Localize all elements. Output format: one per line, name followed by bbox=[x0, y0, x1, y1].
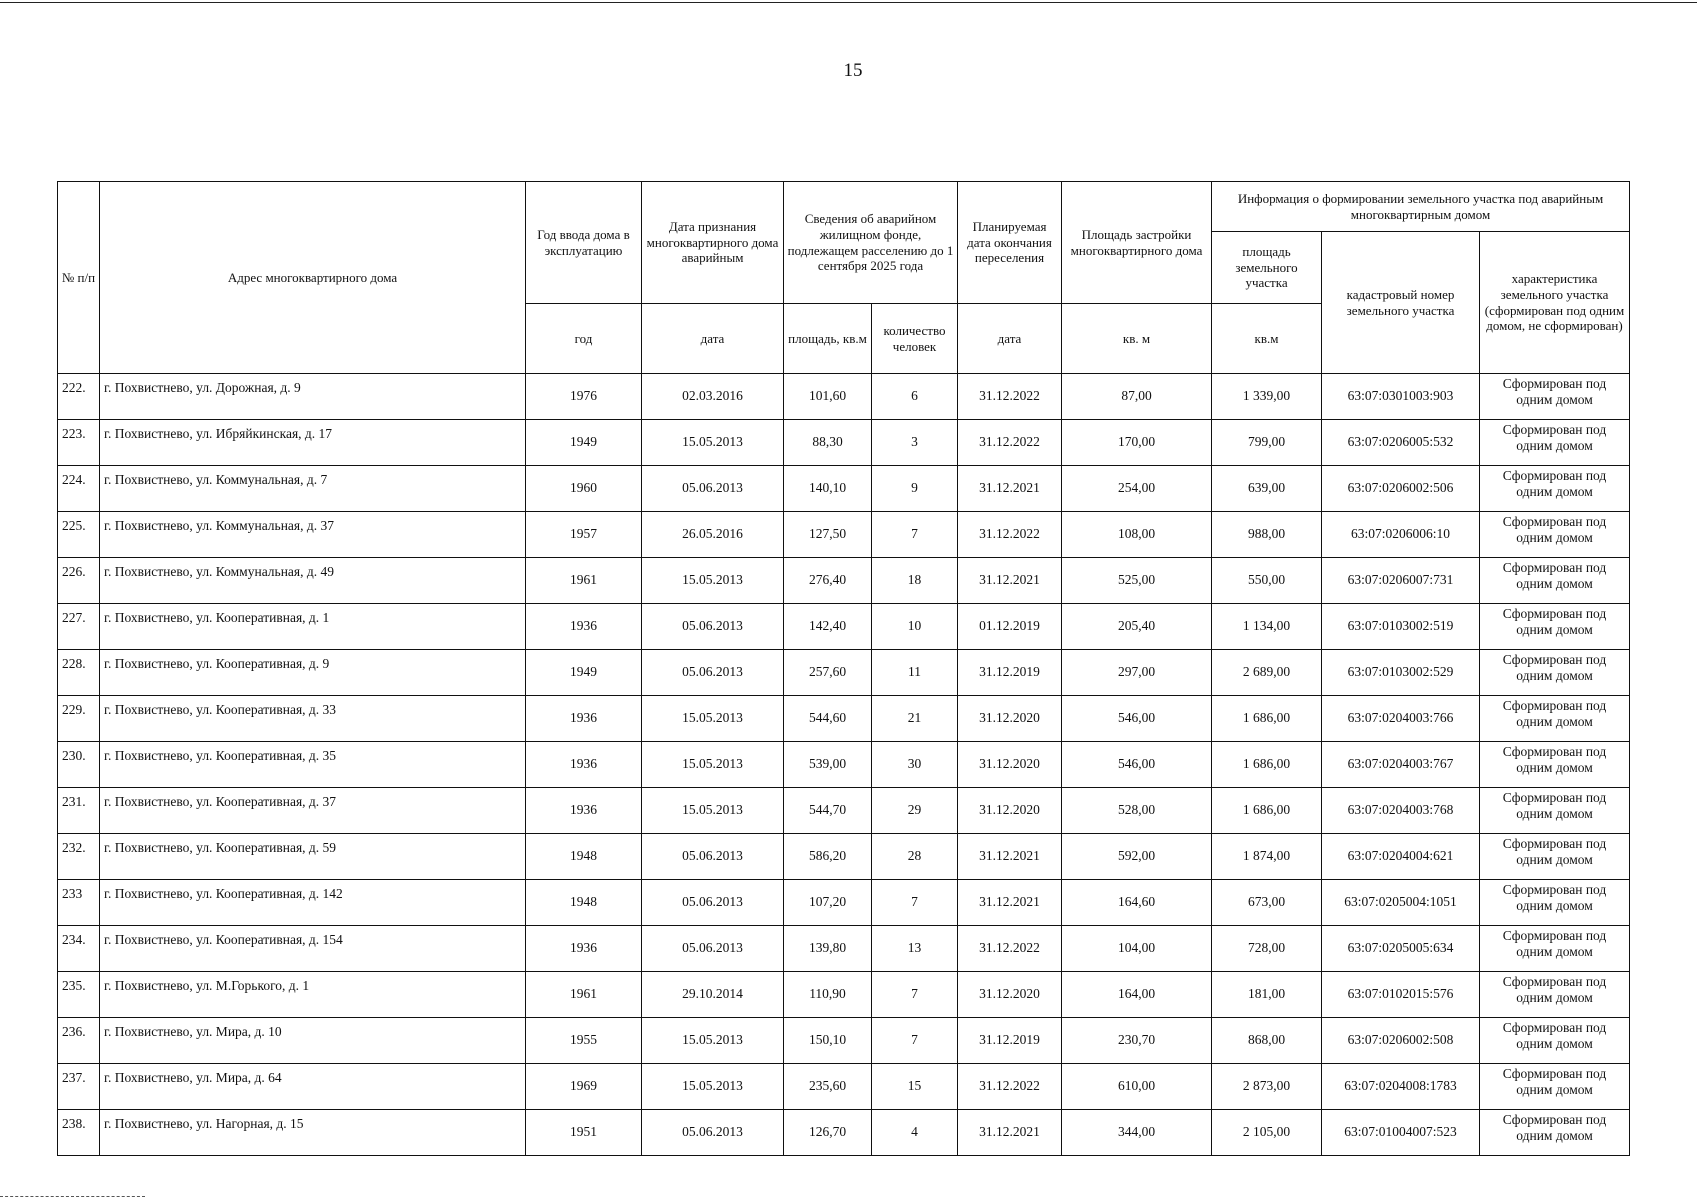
header-address: Адрес многоквартирного дома bbox=[100, 182, 526, 374]
table-row bbox=[58, 420, 1630, 466]
land-area-cell: 2 105,00 bbox=[1212, 1110, 1322, 1156]
planned-date-cell: 31.12.2021 bbox=[958, 1110, 1062, 1156]
table-row bbox=[58, 1064, 1630, 1110]
people-cell: 29 bbox=[872, 788, 958, 834]
people-cell: 15 bbox=[872, 1064, 958, 1110]
building-area-cell: 164,00 bbox=[1062, 972, 1212, 1018]
table-row bbox=[58, 696, 1630, 742]
building-area-cell: 170,00 bbox=[1062, 420, 1212, 466]
row-number: 238. bbox=[58, 1110, 100, 1156]
address-cell: г. Похвистнево, ул. Кооперативная, д. 154 bbox=[100, 926, 526, 972]
cadastral-cell: 63:07:0204003:768 bbox=[1322, 788, 1480, 834]
people-cell: 4 bbox=[872, 1110, 958, 1156]
table-body bbox=[58, 374, 1630, 1156]
recognition-date-cell: 02.03.2016 bbox=[642, 374, 784, 420]
land-char-cell: Сформирован под одним домом bbox=[1480, 466, 1630, 512]
year-cell: 1961 bbox=[526, 972, 642, 1018]
recognition-date-cell: 26.05.2016 bbox=[642, 512, 784, 558]
header-planned-date: Планируемая дата окончания переселения bbox=[958, 182, 1062, 304]
planned-date-cell: 31.12.2022 bbox=[958, 926, 1062, 972]
people-cell: 21 bbox=[872, 696, 958, 742]
year-cell: 1948 bbox=[526, 834, 642, 880]
land-char-cell: Сформирован под одним домом bbox=[1480, 926, 1630, 972]
table-row bbox=[58, 972, 1630, 1018]
cadastral-cell: 63:07:0206002:506 bbox=[1322, 466, 1480, 512]
area-cell: 110,90 bbox=[784, 972, 872, 1018]
cadastral-cell: 63:07:0204003:767 bbox=[1322, 742, 1480, 788]
row-number: 237. bbox=[58, 1064, 100, 1110]
cadastral-cell: 63:07:0204008:1783 bbox=[1322, 1064, 1480, 1110]
land-area-cell: 868,00 bbox=[1212, 1018, 1322, 1064]
row-number: 236. bbox=[58, 1018, 100, 1064]
address-cell: г. Похвистнево, ул. Нагорная, д. 15 bbox=[100, 1110, 526, 1156]
cadastral-cell: 63:07:0102015:576 bbox=[1322, 972, 1480, 1018]
top-rule bbox=[0, 2, 1697, 3]
address-cell: г. Похвистнево, ул. Ибряйкинская, д. 17 bbox=[100, 420, 526, 466]
people-cell: 7 bbox=[872, 880, 958, 926]
building-area-cell: 164,60 bbox=[1062, 880, 1212, 926]
row-number: 231. bbox=[58, 788, 100, 834]
unit-area: площадь, кв.м bbox=[784, 304, 872, 374]
land-area-cell: 181,00 bbox=[1212, 972, 1322, 1018]
area-cell: 276,40 bbox=[784, 558, 872, 604]
land-char-cell: Сформирован под одним домом bbox=[1480, 650, 1630, 696]
year-cell: 1955 bbox=[526, 1018, 642, 1064]
year-cell: 1948 bbox=[526, 880, 642, 926]
address-cell: г. Похвистнево, ул. Кооперативная, д. 1 bbox=[100, 604, 526, 650]
area-cell: 142,40 bbox=[784, 604, 872, 650]
year-cell: 1949 bbox=[526, 650, 642, 696]
table-row bbox=[58, 1018, 1630, 1064]
address-cell: г. Похвистнево, ул. Кооперативная, д. 9 bbox=[100, 650, 526, 696]
planned-date-cell: 31.12.2022 bbox=[958, 374, 1062, 420]
unit-people: количество человек bbox=[872, 304, 958, 374]
planned-date-cell: 31.12.2020 bbox=[958, 742, 1062, 788]
recognition-date-cell: 05.06.2013 bbox=[642, 1110, 784, 1156]
table-row bbox=[58, 926, 1630, 972]
people-cell: 13 bbox=[872, 926, 958, 972]
cadastral-cell: 63:07:01004007:523 bbox=[1322, 1110, 1480, 1156]
building-area-cell: 230,70 bbox=[1062, 1018, 1212, 1064]
year-cell: 1957 bbox=[526, 512, 642, 558]
row-number: 223. bbox=[58, 420, 100, 466]
area-cell: 88,30 bbox=[784, 420, 872, 466]
row-number: 234. bbox=[58, 926, 100, 972]
building-area-cell: 87,00 bbox=[1062, 374, 1212, 420]
building-area-cell: 525,00 bbox=[1062, 558, 1212, 604]
land-area-cell: 673,00 bbox=[1212, 880, 1322, 926]
page-number: 15 bbox=[843, 60, 863, 81]
table-row bbox=[58, 834, 1630, 880]
recognition-date-cell: 15.05.2013 bbox=[642, 1018, 784, 1064]
recognition-date-cell: 05.06.2013 bbox=[642, 926, 784, 972]
planned-date-cell: 31.12.2019 bbox=[958, 1018, 1062, 1064]
planned-date-cell: 31.12.2021 bbox=[958, 558, 1062, 604]
planned-date-cell: 31.12.2021 bbox=[958, 466, 1062, 512]
year-cell: 1936 bbox=[526, 696, 642, 742]
planned-date-cell: 01.12.2019 bbox=[958, 604, 1062, 650]
table-row bbox=[58, 1110, 1630, 1156]
building-area-cell: 205,40 bbox=[1062, 604, 1212, 650]
table-row bbox=[58, 374, 1630, 420]
year-cell: 1976 bbox=[526, 374, 642, 420]
recognition-date-cell: 15.05.2013 bbox=[642, 742, 784, 788]
people-cell: 7 bbox=[872, 972, 958, 1018]
building-area-cell: 108,00 bbox=[1062, 512, 1212, 558]
cadastral-cell: 63:07:0206007:731 bbox=[1322, 558, 1480, 604]
planned-date-cell: 31.12.2022 bbox=[958, 1064, 1062, 1110]
cadastral-cell: 63:07:0205004:1051 bbox=[1322, 880, 1480, 926]
building-area-cell: 297,00 bbox=[1062, 650, 1212, 696]
table-row bbox=[58, 788, 1630, 834]
land-char-cell: Сформирован под одним домом bbox=[1480, 512, 1630, 558]
people-cell: 18 bbox=[872, 558, 958, 604]
recognition-date-cell: 15.05.2013 bbox=[642, 696, 784, 742]
recognition-date-cell: 05.06.2013 bbox=[642, 880, 784, 926]
cadastral-cell: 63:07:0206005:532 bbox=[1322, 420, 1480, 466]
land-area-cell: 639,00 bbox=[1212, 466, 1322, 512]
land-char-cell: Сформирован под одним домом bbox=[1480, 420, 1630, 466]
people-cell: 3 bbox=[872, 420, 958, 466]
people-cell: 10 bbox=[872, 604, 958, 650]
address-cell: г. Похвистнево, ул. Кооперативная, д. 37 bbox=[100, 788, 526, 834]
area-cell: 127,50 bbox=[784, 512, 872, 558]
people-cell: 7 bbox=[872, 512, 958, 558]
building-area-cell: 104,00 bbox=[1062, 926, 1212, 972]
area-cell: 544,60 bbox=[784, 696, 872, 742]
header-land-char: характеристика земельного участка (сформирован под одним домом, не сформирован) bbox=[1480, 232, 1630, 374]
planned-date-cell: 31.12.2021 bbox=[958, 880, 1062, 926]
area-cell: 544,70 bbox=[784, 788, 872, 834]
year-cell: 1951 bbox=[526, 1110, 642, 1156]
year-cell: 1936 bbox=[526, 788, 642, 834]
planned-date-cell: 31.12.2019 bbox=[958, 650, 1062, 696]
unit-building: кв. м bbox=[1062, 304, 1212, 374]
people-cell: 6 bbox=[872, 374, 958, 420]
people-cell: 9 bbox=[872, 466, 958, 512]
land-area-cell: 728,00 bbox=[1212, 926, 1322, 972]
year-cell: 1936 bbox=[526, 604, 642, 650]
land-char-cell: Сформирован под одним домом bbox=[1480, 696, 1630, 742]
recognition-date-cell: 05.06.2013 bbox=[642, 650, 784, 696]
land-area-cell: 2 689,00 bbox=[1212, 650, 1322, 696]
address-cell: г. Похвистнево, ул. Кооперативная, д. 59 bbox=[100, 834, 526, 880]
address-cell: г. Похвистнево, ул. Кооперативная, д. 33 bbox=[100, 696, 526, 742]
year-cell: 1961 bbox=[526, 558, 642, 604]
address-cell: г. Похвистнево, ул. Мира, д. 10 bbox=[100, 1018, 526, 1064]
planned-date-cell: 31.12.2020 bbox=[958, 696, 1062, 742]
building-area-cell: 254,00 bbox=[1062, 466, 1212, 512]
land-area-cell: 2 873,00 bbox=[1212, 1064, 1322, 1110]
area-cell: 101,60 bbox=[784, 374, 872, 420]
table-row bbox=[58, 558, 1630, 604]
cadastral-cell: 63:07:0205005:634 bbox=[1322, 926, 1480, 972]
area-cell: 126,70 bbox=[784, 1110, 872, 1156]
area-cell: 140,10 bbox=[784, 466, 872, 512]
area-cell: 139,80 bbox=[784, 926, 872, 972]
land-char-cell: Сформирован под одним домом bbox=[1480, 1110, 1630, 1156]
recognition-date-cell: 15.05.2013 bbox=[642, 1064, 784, 1110]
address-cell: г. Похвистнево, ул. М.Горького, д. 1 bbox=[100, 972, 526, 1018]
row-number: 226. bbox=[58, 558, 100, 604]
row-number: 225. bbox=[58, 512, 100, 558]
cadastral-cell: 63:07:0204004:621 bbox=[1322, 834, 1480, 880]
planned-date-cell: 31.12.2022 bbox=[958, 512, 1062, 558]
land-char-cell: Сформирован под одним домом bbox=[1480, 1018, 1630, 1064]
table-row bbox=[58, 650, 1630, 696]
area-cell: 235,60 bbox=[784, 1064, 872, 1110]
row-number: 222. bbox=[58, 374, 100, 420]
year-cell: 1936 bbox=[526, 926, 642, 972]
cadastral-cell: 63:07:0206002:508 bbox=[1322, 1018, 1480, 1064]
cadastral-cell: 63:07:0204003:766 bbox=[1322, 696, 1480, 742]
building-area-cell: 546,00 bbox=[1062, 696, 1212, 742]
recognition-date-cell: 15.05.2013 bbox=[642, 420, 784, 466]
land-area-cell: 988,00 bbox=[1212, 512, 1322, 558]
land-char-cell: Сформирован под одним домом bbox=[1480, 834, 1630, 880]
land-area-cell: 1 686,00 bbox=[1212, 788, 1322, 834]
row-number: 228. bbox=[58, 650, 100, 696]
table-row bbox=[58, 466, 1630, 512]
planned-date-cell: 31.12.2020 bbox=[958, 972, 1062, 1018]
address-cell: г. Похвистнево, ул. Коммунальная, д. 7 bbox=[100, 466, 526, 512]
cadastral-cell: 63:07:0301003:903 bbox=[1322, 374, 1480, 420]
recognition-date-cell: 29.10.2014 bbox=[642, 972, 784, 1018]
table-row bbox=[58, 742, 1630, 788]
people-cell: 30 bbox=[872, 742, 958, 788]
header-land-area: площадь земельного участка bbox=[1212, 232, 1322, 304]
row-number: 233 bbox=[58, 880, 100, 926]
land-char-cell: Сформирован под одним домом bbox=[1480, 742, 1630, 788]
planned-date-cell: 31.12.2022 bbox=[958, 420, 1062, 466]
recognition-date-cell: 05.06.2013 bbox=[642, 834, 784, 880]
area-cell: 586,20 bbox=[784, 834, 872, 880]
cadastral-cell: 63:07:0103002:519 bbox=[1322, 604, 1480, 650]
unit-land: кв.м bbox=[1212, 304, 1322, 374]
land-area-cell: 1 686,00 bbox=[1212, 696, 1322, 742]
planned-date-cell: 31.12.2021 bbox=[958, 834, 1062, 880]
land-area-cell: 1 339,00 bbox=[1212, 374, 1322, 420]
year-cell: 1969 bbox=[526, 1064, 642, 1110]
header-recognition-date: Дата признания многоквартирного дома аварийным bbox=[642, 182, 784, 304]
cadastral-cell: 63:07:0103002:529 bbox=[1322, 650, 1480, 696]
building-area-cell: 546,00 bbox=[1062, 742, 1212, 788]
people-cell: 11 bbox=[872, 650, 958, 696]
area-cell: 107,20 bbox=[784, 880, 872, 926]
land-char-cell: Сформирован под одним домом bbox=[1480, 972, 1630, 1018]
land-area-cell: 1 686,00 bbox=[1212, 742, 1322, 788]
area-cell: 150,10 bbox=[784, 1018, 872, 1064]
land-area-cell: 550,00 bbox=[1212, 558, 1322, 604]
row-number: 229. bbox=[58, 696, 100, 742]
bottom-dashes bbox=[0, 1196, 145, 1197]
area-cell: 539,00 bbox=[784, 742, 872, 788]
people-cell: 28 bbox=[872, 834, 958, 880]
unit-date: дата bbox=[642, 304, 784, 374]
land-area-cell: 799,00 bbox=[1212, 420, 1322, 466]
unit-year: год bbox=[526, 304, 642, 374]
land-area-cell: 1 874,00 bbox=[1212, 834, 1322, 880]
land-char-cell: Сформирован под одним домом bbox=[1480, 788, 1630, 834]
address-cell: г. Похвистнево, ул. Кооперативная, д. 142 bbox=[100, 880, 526, 926]
recognition-date-cell: 05.06.2013 bbox=[642, 604, 784, 650]
header-emergency-fund: Сведения об аварийном жилищном фонде, подлежащем расселению до 1 сентября 2025 года bbox=[784, 182, 958, 304]
year-cell: 1936 bbox=[526, 742, 642, 788]
area-cell: 257,60 bbox=[784, 650, 872, 696]
unit-planned: дата bbox=[958, 304, 1062, 374]
recognition-date-cell: 15.05.2013 bbox=[642, 558, 784, 604]
address-cell: г. Похвистнево, ул. Коммунальная, д. 37 bbox=[100, 512, 526, 558]
table-row bbox=[58, 604, 1630, 650]
header-land-info: Информация о формировании земельного участка под аварийным многоквартирным домом bbox=[1212, 182, 1630, 232]
row-number: 227. bbox=[58, 604, 100, 650]
row-number: 232. bbox=[58, 834, 100, 880]
row-number: 235. bbox=[58, 972, 100, 1018]
address-cell: г. Похвистнево, ул. Дорожная, д. 9 bbox=[100, 374, 526, 420]
address-cell: г. Похвистнево, ул. Кооперативная, д. 35 bbox=[100, 742, 526, 788]
cadastral-cell: 63:07:0206006:10 bbox=[1322, 512, 1480, 558]
land-char-cell: Сформирован под одним домом bbox=[1480, 374, 1630, 420]
year-cell: 1949 bbox=[526, 420, 642, 466]
building-area-cell: 344,00 bbox=[1062, 1110, 1212, 1156]
building-area-cell: 610,00 bbox=[1062, 1064, 1212, 1110]
land-char-cell: Сформирован под одним домом bbox=[1480, 604, 1630, 650]
planned-date-cell: 31.12.2020 bbox=[958, 788, 1062, 834]
header-cadastral: кадастровый номер земельного участка bbox=[1322, 232, 1480, 374]
building-area-cell: 592,00 bbox=[1062, 834, 1212, 880]
table-row bbox=[58, 880, 1630, 926]
building-area-cell: 528,00 bbox=[1062, 788, 1212, 834]
people-cell: 7 bbox=[872, 1018, 958, 1064]
year-cell: 1960 bbox=[526, 466, 642, 512]
header-num: № п/п bbox=[58, 182, 100, 374]
land-char-cell: Сформирован под одним домом bbox=[1480, 558, 1630, 604]
header-year-built: Год ввода дома в эксплуатацию bbox=[526, 182, 642, 304]
table-row bbox=[58, 512, 1630, 558]
header-building-area: Площадь застройки многоквартирного дома bbox=[1062, 182, 1212, 304]
land-char-cell: Сформирован под одним домом bbox=[1480, 1064, 1630, 1110]
recognition-date-cell: 05.06.2013 bbox=[642, 466, 784, 512]
emergency-housing-table bbox=[57, 181, 1630, 1156]
address-cell: г. Похвистнево, ул. Коммунальная, д. 49 bbox=[100, 558, 526, 604]
row-number: 224. bbox=[58, 466, 100, 512]
land-area-cell: 1 134,00 bbox=[1212, 604, 1322, 650]
land-char-cell: Сформирован под одним домом bbox=[1480, 880, 1630, 926]
recognition-date-cell: 15.05.2013 bbox=[642, 788, 784, 834]
address-cell: г. Похвистнево, ул. Мира, д. 64 bbox=[100, 1064, 526, 1110]
row-number: 230. bbox=[58, 742, 100, 788]
